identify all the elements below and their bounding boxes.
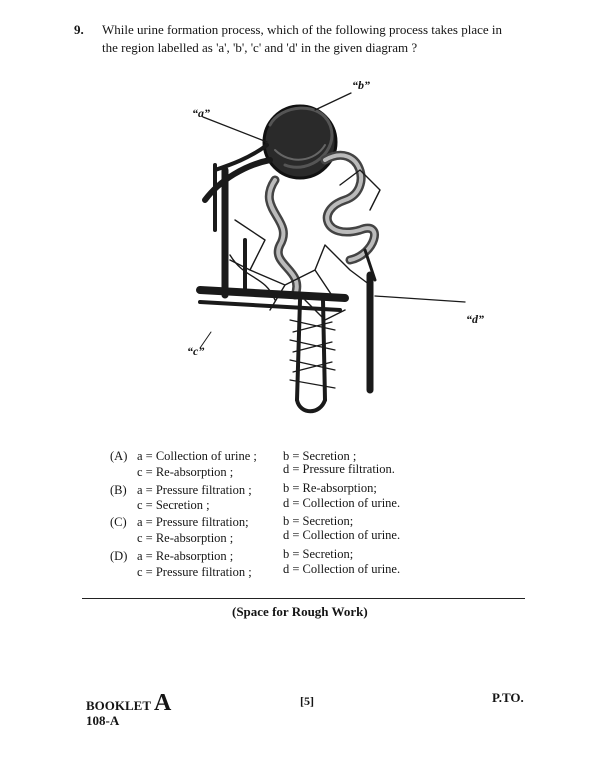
option-text: a = Re-absorption ; <box>137 549 234 563</box>
option-tag: (B) <box>110 483 127 497</box>
option-text: d = Collection of urine. <box>283 496 401 510</box>
question-text-line-2: the region labelled as 'a', 'b', 'c' and 'd' in the given diagram ? <box>102 40 418 55</box>
label-d: “d” <box>466 312 484 326</box>
option-text: a = Pressure filtration ; <box>137 483 252 497</box>
option-text: d = Collection of urine. <box>283 528 401 542</box>
label-a: “a” <box>192 106 210 120</box>
option-text: d = Collection of urine. <box>283 562 401 576</box>
option-text: a = Collection of urine ; <box>137 449 257 463</box>
label-b: “b” <box>352 78 370 92</box>
booklet-code: 108-A <box>86 713 120 728</box>
booklet-word: BOOKLET <box>86 698 155 713</box>
option-text: b = Secretion; <box>283 514 354 528</box>
divider <box>82 598 525 599</box>
option-text: c = Pressure filtration ; <box>137 565 252 579</box>
page-number: [5] <box>300 694 314 708</box>
option-text: b = Secretion; <box>283 547 354 561</box>
option-tag: (A) <box>110 449 128 463</box>
option-text: c = Re-absorption ; <box>137 531 234 545</box>
nephron-diagram <box>175 70 515 430</box>
option-text: b = Re-absorption; <box>283 481 377 495</box>
pointer-b <box>315 93 351 110</box>
booklet-letter: A <box>154 690 172 716</box>
question-number: 9. <box>74 22 84 37</box>
pointer-d <box>375 296 465 302</box>
option-text: b = Secretion ; <box>283 449 357 463</box>
option-text: c = Re-absorption ; <box>137 465 234 479</box>
rough-work-heading: (Space for Rough Work) <box>232 604 368 619</box>
option-text: d = Pressure filtration. <box>283 462 395 476</box>
option-text: a = Pressure filtration; <box>137 515 249 529</box>
option-text: c = Secretion ; <box>137 498 210 512</box>
option-tag: (C) <box>110 515 127 529</box>
option-tag: (D) <box>110 549 128 563</box>
question-text-line-1: While urine formation process, which of the following process takes place in <box>102 22 502 37</box>
label-c: “c” <box>187 344 205 358</box>
pointer-a <box>203 117 267 142</box>
pto-label: P.TO. <box>492 690 524 705</box>
